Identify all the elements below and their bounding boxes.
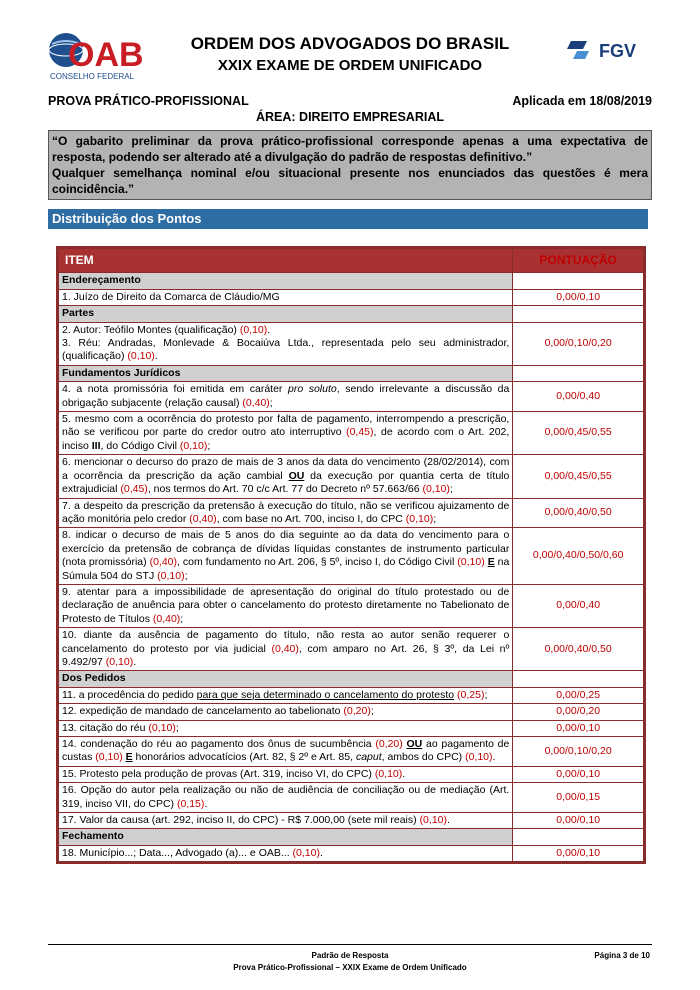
item-text: 1. Juízo de Direito da Comarca de Cláudio/MG xyxy=(59,289,513,305)
footer-subtitle: Prova Prático-Profissional – XXIX Exame de Ordem Unificado xyxy=(233,963,467,972)
item-points: 0,00/0,10 xyxy=(513,720,644,736)
item-points: 0,00/0,10 xyxy=(513,813,644,829)
page-number: Página 3 de 10 xyxy=(594,951,650,960)
group-row xyxy=(59,829,644,845)
group-label: Fechamento xyxy=(59,829,513,845)
item-points: 0,00/0,45/0,55 xyxy=(513,412,644,455)
table-row xyxy=(59,322,644,365)
item-points: 0,00/0,25 xyxy=(513,687,644,703)
table-row xyxy=(59,737,644,767)
oab-logo-text: OAB xyxy=(68,36,142,74)
item-points: 0,00/0,10/0,20 xyxy=(513,737,644,767)
table-row xyxy=(59,628,644,671)
group-label: Endereçamento xyxy=(59,273,513,289)
table-row xyxy=(59,766,644,782)
item-text: 15. Protesto pela produção de provas (Art. 319, inciso VI, do CPC) (0,10). xyxy=(59,766,513,782)
footer-divider xyxy=(48,944,652,945)
item-text: 16. Opção do autor pela realização ou não de audiência de conciliação ou de mediação (Art. 319, inciso VII, do CPC) (0,15). xyxy=(59,783,513,813)
table-row xyxy=(59,412,644,455)
item-text: 2. Autor: Teófilo Montes (qualificação) (0,10). 3. Réu: Andradas, Monlevade & Bocaiúva Ltda., representada pelo seu administrador, (qualificação) (0,10). xyxy=(59,322,513,365)
item-text: 9. atentar para a impossibilidade de apresentação do original do título protestado ou de declaração de anuência para obter o cancelamento do protesto diretamente no Tabelionato de Protesto de Títulos (0,40); xyxy=(59,584,513,627)
table-row xyxy=(59,704,644,720)
item-points: 0,00/0,40/0,50 xyxy=(513,498,644,528)
footer-title: Padrão de Resposta xyxy=(311,951,389,960)
disclaimer-box xyxy=(48,130,652,200)
page-subtitle: XXIX EXAME DE ORDEM UNIFICADO xyxy=(217,57,483,74)
item-text: 7. a despeito da prescrição da pretensão à execução do título, não se verificou ajuizamento de ação monitória pelo credor (0,40), com base no Art. 700, inciso I, do CPC (0,10); xyxy=(59,498,513,528)
item-text: 14. condenação do réu ao pagamento dos ônus de sucumbência (0,20) OU ao pagamento de custas (0,10) E honorários advocatícios (Art. 82, § 2º e Art. 85, caput, ambos do CPC) (0,10). xyxy=(59,737,513,767)
item-points: 0,00/0,40 xyxy=(513,584,644,627)
item-text: 4. a nota promissória foi emitida em caráter pro soluto, sendo irrelevante a discussão da obrigação subjacente (relação causal) (0,40); xyxy=(59,382,513,412)
group-label: Dos Pedidos xyxy=(59,671,513,687)
points-table xyxy=(56,246,646,864)
oab-logo xyxy=(46,30,142,82)
item-points: 0,00/0,10 xyxy=(513,289,644,305)
group-row xyxy=(59,365,644,381)
group-label: Fundamentos Jurídicos xyxy=(59,365,513,381)
fgv-logo xyxy=(565,27,655,69)
table-row xyxy=(59,289,644,305)
disclaimer-line-1: “O gabarito preliminar da prova prático-profissional corresponde apenas a uma expectativa de resposta, podendo ser alterado até a divulgação do padrão de respostas definitivo.” xyxy=(52,134,648,164)
table-header xyxy=(59,249,644,273)
item-points: 0,00/0,40 xyxy=(513,382,644,412)
item-points: 0,00/0,15 xyxy=(513,783,644,813)
item-text: 18. Município...; Data..., Advogado (a)... e OAB... (0,10). xyxy=(59,845,513,861)
table-row xyxy=(59,455,644,498)
table-row xyxy=(59,813,644,829)
table-row xyxy=(59,382,644,412)
item-text: 11. a procedência do pedido para que seja determinado o cancelamento do protesto (0,25); xyxy=(59,687,513,703)
table-row xyxy=(59,498,644,528)
table-row xyxy=(59,584,644,627)
item-text: 6. mencionar o decurso do prazo de mais de 3 anos da data do vencimento (28/02/2014), com a ocorrência da prescrição da ação cambial OU da execução por quantia certa de título extrajudicial (0,45), nos termos do Art. 70 c/c Art. 77 do Decreto nº 57.663/66 (0,10); xyxy=(59,455,513,498)
item-text: 13. citação do réu (0,10); xyxy=(59,720,513,736)
section-title: Distribuição dos Pontos xyxy=(48,209,648,229)
group-row xyxy=(59,273,644,289)
item-points: 0,00/0,40/0,50/0,60 xyxy=(513,528,644,585)
area-label: ÁREA: DIREITO EMPRESARIAL xyxy=(256,110,444,124)
prova-label: PROVA PRÁTICO-PROFISSIONAL xyxy=(48,94,249,108)
group-row xyxy=(59,306,644,322)
item-text: 17. Valor da causa (art. 292, inciso II, do CPC) - R$ 7.000,00 (sete mil reais) (0,10). xyxy=(59,813,513,829)
item-points: 0,00/0,10 xyxy=(513,845,644,861)
col-item-header: ITEM xyxy=(59,249,513,273)
aplicada-date: Aplicada em 18/08/2019 xyxy=(512,94,652,108)
item-points: 0,00/0,45/0,55 xyxy=(513,455,644,498)
table-row xyxy=(59,783,644,813)
item-text: 8. indicar o decurso de mais de 5 anos do dia seguinte ao da data do vencimento para o exercício da pretensão de cobrança de dívidas líquidas constantes de instrumento particular (nota promissória) (0,40), com fundamento no Art. 206, § 5º, inciso I, do Código Civil (0,10) E na Súmula 504 do STJ (0,10); xyxy=(59,528,513,585)
item-text: 5. mesmo com a ocorrência do protesto por falta de pagamento, interrompendo a prescrição, não se verificou por parte do credor outro ato interruptivo (0,45), de acordo com o Art. 202, inciso III, do Código Civil (0,10); xyxy=(59,412,513,455)
item-points: 0,00/0,10/0,20 xyxy=(513,322,644,365)
table-row xyxy=(59,720,644,736)
disclaimer-line-2: Qualquer semelhança nominal e/ou situacional presente nos enunciados das questões é mera coincidência.” xyxy=(52,166,648,196)
table-row xyxy=(59,528,644,585)
oab-logo-caption: CONSELHO FEDERAL xyxy=(50,72,135,81)
table-row xyxy=(59,687,644,703)
fgv-logo-text: FGV xyxy=(599,41,637,61)
item-text: 12. expedição de mandado de cancelamento ao tabelionato (0,20); xyxy=(59,704,513,720)
page-title: ORDEM DOS ADVOGADOS DO BRASIL xyxy=(190,34,510,53)
item-points: 0,00/0,10 xyxy=(513,766,644,782)
col-points-header: PONTUAÇÃO xyxy=(513,249,644,273)
item-points: 0,00/0,20 xyxy=(513,704,644,720)
item-points: 0,00/0,40/0,50 xyxy=(513,628,644,671)
group-row xyxy=(59,671,644,687)
item-text: 10. diante da ausência de pagamento do título, não resta ao autor senão requerer o cancelamento do protesto por via judicial (0,40), com amparo no Art. 26, § 3º, da Lei nº 9.492/97 (0,10). xyxy=(59,628,513,671)
group-label: Partes xyxy=(59,306,513,322)
table-row xyxy=(59,845,644,861)
